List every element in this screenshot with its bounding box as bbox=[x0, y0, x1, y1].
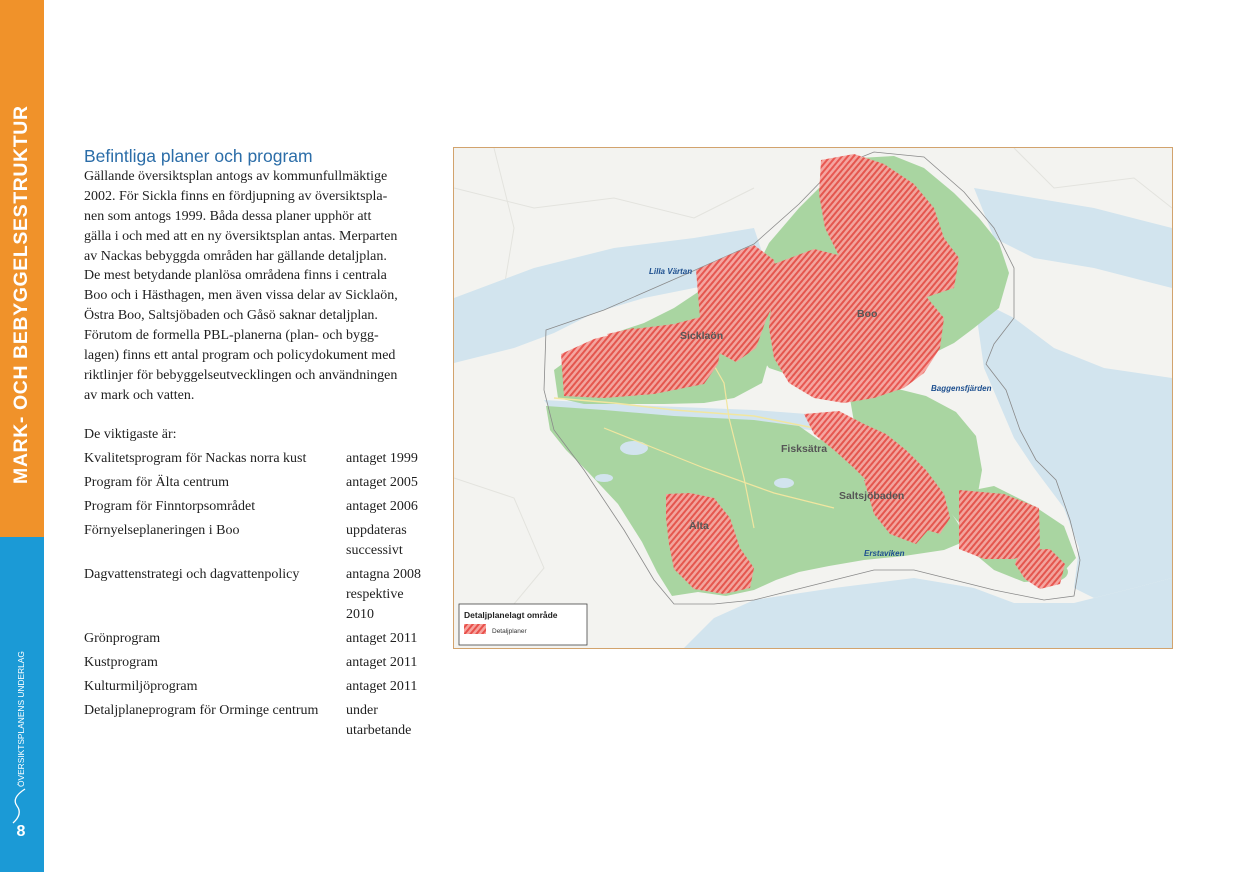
program-status bbox=[346, 701, 446, 741]
paragraph-line: Boo och i Hästhagen, men även vissa delar av Sicklaön, bbox=[84, 288, 398, 304]
legend-swatch bbox=[464, 624, 486, 634]
intro-paragraph bbox=[84, 167, 444, 406]
map-label-lilla-vartan: Lilla Värtan bbox=[649, 267, 693, 276]
paragraph-line: Förutom de formella PBL-planerna (plan- och bygg- bbox=[84, 328, 379, 344]
paragraph-line: Östra Boo, Saltsjöbaden och Gåsö saknar detaljplan. bbox=[84, 308, 378, 324]
program-status-line: successivt bbox=[346, 543, 403, 558]
program-status bbox=[346, 653, 446, 673]
paragraph-line: De mest betydande planlösa områdena finns i centrala bbox=[84, 268, 387, 284]
program-name: Kvalitetsprogram för Nackas norra kust bbox=[84, 451, 307, 466]
program-status-line: 2010 bbox=[346, 607, 374, 622]
paragraph-line: av mark och vatten. bbox=[84, 387, 195, 403]
program-status-line: antaget 2006 bbox=[346, 499, 418, 514]
section-title: MARK- OCH BEBYGGELSESTRUKTUR bbox=[10, 105, 32, 485]
program-status-line: antaget 2005 bbox=[346, 475, 418, 490]
program-status bbox=[346, 449, 446, 469]
sidebar-document-block bbox=[0, 537, 44, 872]
map-legend bbox=[459, 604, 587, 645]
paragraph-line: riktlinjer för bebyggelseutvecklingen och användningen bbox=[84, 367, 398, 383]
program-status-line: under bbox=[346, 703, 378, 718]
paragraph-line: 2002. För Sickla finns en fördjupning av översiktspla- bbox=[84, 188, 388, 204]
sidebar bbox=[0, 0, 44, 872]
program-status bbox=[346, 677, 446, 697]
program-status-line: uppdateras bbox=[346, 523, 407, 538]
program-status bbox=[346, 521, 446, 561]
program-name: Detaljplaneprogram för Orminge centrum bbox=[84, 703, 319, 718]
program-name: Kustprogram bbox=[84, 655, 158, 670]
map-label-erstaviken: Erstaviken bbox=[864, 549, 905, 558]
legend-item-label: Detaljplaner bbox=[492, 628, 527, 635]
program-status bbox=[346, 497, 446, 517]
paragraph-line: av Nackas bebyggda områden har gällande detaljplan. bbox=[84, 248, 387, 264]
lake bbox=[620, 441, 648, 455]
program-status bbox=[346, 473, 446, 493]
map-label-saltsjobaden: Saltsjöbaden bbox=[839, 490, 905, 502]
paragraph-line: lagen) finns ett antal program och policydokument med bbox=[84, 348, 396, 364]
program-status-line: antaget 2011 bbox=[346, 679, 418, 694]
map-label-baggensfjarden: Baggensfjärden bbox=[931, 384, 992, 393]
program-name: Dagvattenstrategi och dagvattenpolicy bbox=[84, 567, 300, 582]
program-status-line: antaget 2011 bbox=[346, 631, 418, 646]
program-list bbox=[84, 449, 446, 741]
map-label-sicklaon: Sicklaön bbox=[680, 330, 724, 342]
swoosh-path bbox=[13, 789, 25, 823]
program-status bbox=[346, 565, 446, 625]
program-status-line: antaget 1999 bbox=[346, 451, 418, 466]
paragraph-line: nen som antogs 1999. Båda dessa planer upphör att bbox=[84, 208, 372, 224]
lake bbox=[774, 478, 794, 488]
program-status bbox=[346, 629, 446, 649]
map-canvas bbox=[454, 148, 1172, 648]
program-status-line: respektive bbox=[346, 587, 404, 602]
program-status-line: antaget 2011 bbox=[346, 655, 418, 670]
paragraph-line: gälla i och med att en ny översiktsplan antas. Merparten bbox=[84, 228, 398, 244]
program-status-line: antagna 2008 bbox=[346, 567, 422, 582]
map-label-alta: Älta bbox=[689, 520, 709, 532]
lake bbox=[595, 474, 613, 482]
page-title: Befintliga planer och program bbox=[84, 146, 313, 166]
program-name: Program för Älta centrum bbox=[84, 475, 230, 490]
program-name: Kulturmiljöprogram bbox=[84, 679, 198, 694]
program-status-line: utarbetande bbox=[346, 723, 412, 738]
sidebar-section-block bbox=[0, 0, 44, 537]
page-number: 8 bbox=[16, 823, 26, 840]
map-figure bbox=[453, 147, 1173, 649]
program-name: Program för Finntorpsområdet bbox=[84, 499, 256, 514]
paragraph-line: Gällande översiktsplan antogs av kommunfullmäktige bbox=[84, 169, 388, 184]
legend-title: Detaljplanelagt område bbox=[464, 610, 558, 620]
map-label-fisksatra: Fisksätra bbox=[781, 443, 828, 455]
list-intro: De viktigaste är: bbox=[84, 427, 177, 442]
bracket-swoosh-icon bbox=[4, 788, 34, 824]
program-name: Förnyelseplaneringen i Boo bbox=[84, 523, 240, 538]
document-title: ÖVERSIKTSPLANENS UNDERLAG bbox=[16, 651, 26, 787]
program-name: Grönprogram bbox=[84, 631, 161, 646]
map-label-boo: Boo bbox=[857, 308, 878, 320]
